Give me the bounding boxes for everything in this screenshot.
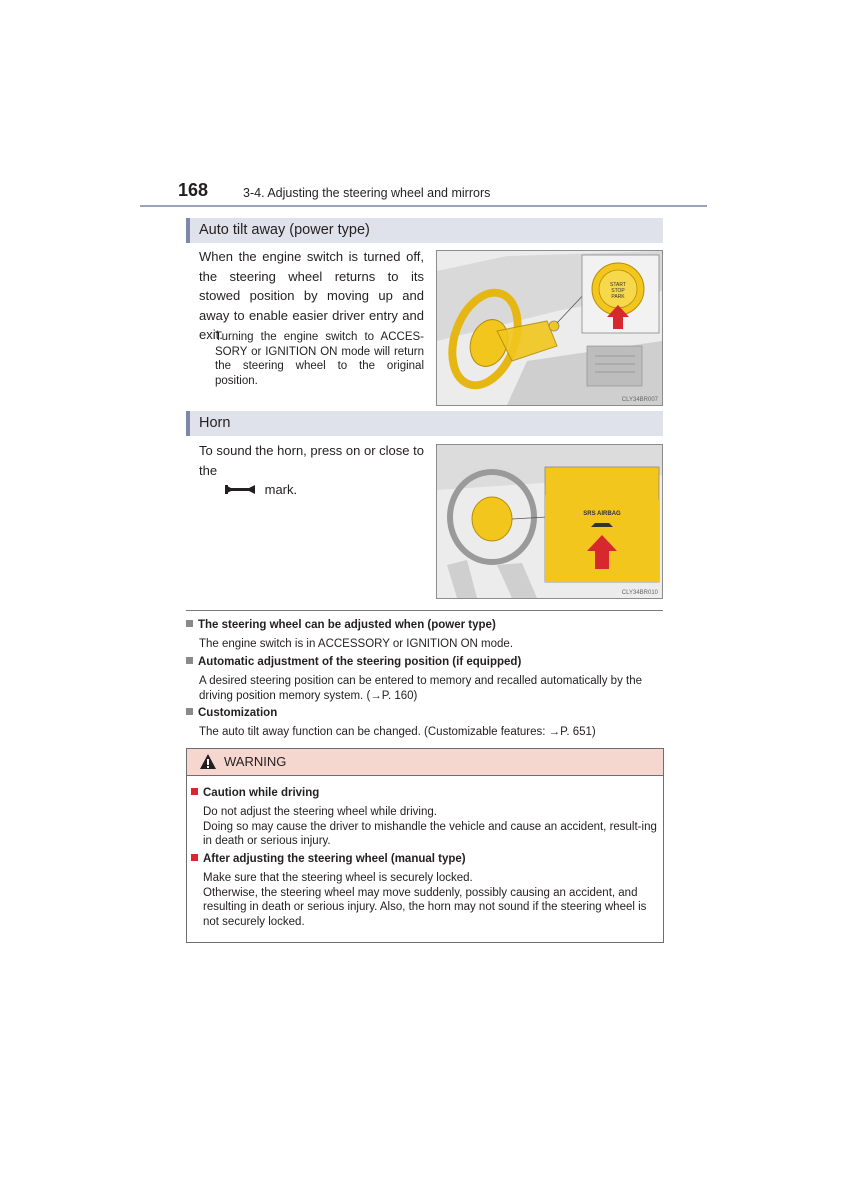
figure-code: CLY34BR010 xyxy=(621,590,658,596)
horn-icon xyxy=(199,482,261,496)
bullet-square-icon xyxy=(191,854,198,861)
steering-wheel-illustration xyxy=(436,250,663,406)
figure-code: CLY34BR007 xyxy=(621,397,658,403)
bullet-square-icon xyxy=(186,657,193,664)
auto-tilt-description: When the engine switch is turned off, the steering wheel returns to its stowed position by moving up and away to enable easier driver entry and exit. xyxy=(199,249,424,342)
page-number: 168 xyxy=(178,180,209,200)
bullet-square-icon xyxy=(186,708,193,715)
note-text: The auto tilt away function can be changed. (Customizable features: →P. 651) xyxy=(199,726,596,738)
bullet-square-icon xyxy=(191,788,198,795)
notes-divider xyxy=(186,610,663,611)
header-divider xyxy=(140,205,707,207)
chapter-title: 3-4. Adjusting the steering wheel and mirrors xyxy=(243,186,491,200)
warning-item-text: Do not adjust the steering wheel while driving. Doing so may cause the driver to mishandle the vehicle and cause an accident, result-ing in death or serious injury. xyxy=(203,806,657,847)
note-text: The engine switch is in ACCESSORY or IGNITION ON mode. xyxy=(199,638,514,650)
warning-item-title: Caution while driving xyxy=(191,787,319,799)
horn-description xyxy=(199,441,424,500)
note-title: Automatic adjustment of the steering position (if equipped) xyxy=(186,656,521,668)
horn-text-after: mark. xyxy=(264,482,298,497)
section-header-horn xyxy=(186,411,663,436)
bullet-square-icon xyxy=(186,620,193,627)
svg-text:PARK: PARK xyxy=(611,294,625,300)
section-header-auto-tilt xyxy=(186,218,663,243)
warning-item-title: After adjusting the steering wheel (manual type) xyxy=(191,853,466,865)
warning-item-text: Make sure that the steering wheel is securely locked. Otherwise, the steering wheel may move suddenly, possibly causing an accident, and resulting in death or serious injury. Also, the horn may not sound if the steering wheel is not securely locked. xyxy=(203,872,647,928)
warning-triangle-icon xyxy=(199,753,217,770)
section-title: Auto tilt away (power type) xyxy=(199,222,370,238)
note-title: Customization xyxy=(186,707,277,719)
horn-illustration xyxy=(436,444,663,599)
note-text: A desired steering position can be entered to memory and recalled automatically by the driving position memory system. (→P. 160) xyxy=(199,675,643,702)
section-title: Horn xyxy=(199,415,231,431)
svg-text:SRS AIRBAG: SRS AIRBAG xyxy=(583,511,621,517)
note-title: The steering wheel can be adjusted when (power type) xyxy=(186,619,496,631)
warning-title: WARNING xyxy=(224,754,287,769)
horn-text-before: To sound the horn, press on or close to the xyxy=(199,443,424,478)
svg-text:STOP: STOP xyxy=(611,288,625,294)
svg-text:START: START xyxy=(610,282,626,288)
auto-tilt-note: Turning the engine switch to ACCES-SORY or IGNITION ON mode will return the steering wheel to the original position. xyxy=(215,331,424,387)
